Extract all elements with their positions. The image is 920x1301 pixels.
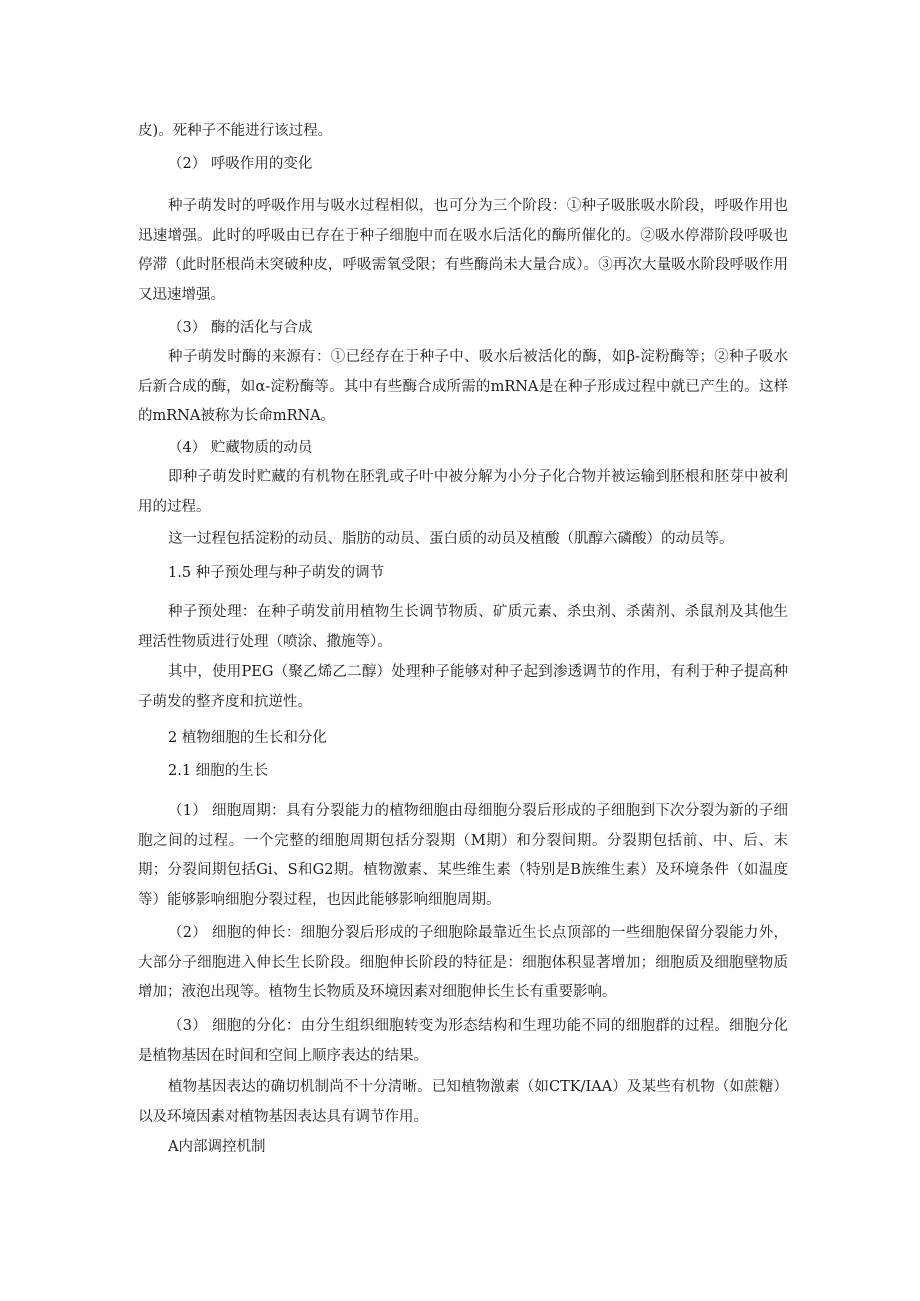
item-cell-cycle: （1） 细胞周期：具有分裂能力的植物细胞由母细胞分裂后形成的子细胞到下次分裂为新的子细胞之间的过程。一个完整的细胞周期包括分裂期（M期）和分裂间期。分裂期包括前、中、后、末期；分裂间期包括Gi、S和G2期。植物激素、某些维生素（特别是B族维生素）及环境条件（如温度等）能够影响细胞分裂过程，也因此能够影响细胞周期。 (138, 803, 788, 908)
paragraph-mobilization-2: 这一过程包括淀粉的动员、脂肪的动员、蛋白质的动员及植酸（肌醇六磷酸）的动员等。 (168, 531, 734, 547)
chapter-heading: 2 植物细胞的生长和分化 (168, 730, 327, 746)
item-cell-differentiation: （3） 细胞的分化：由分生组织细胞转变为形态结构和生理功能不同的细胞群的过程。细胞分化是植物基因在时间和空间上顺序表达的结果。 (138, 1018, 788, 1064)
heading-internal-regulation: A内部调控机制 (168, 1139, 266, 1155)
paragraph-enzymes: 种子萌发时酶的来源有：①已经存在于种子中、吸水后被活化的酶，如β-淀粉酶等；②种子吸水后新合成的酶，如α-淀粉酶等。其中有些酶合成所需的mRNA是在种子形成过程中就已产生的。这样的mRNA被称为长命mRNA。 (138, 349, 788, 424)
item-cell-elongation: （2） 细胞的伸长：细胞分裂后形成的子细胞除最靠近生长点顶部的一些细胞保留分裂能力外，大部分子细胞进入伸长生长阶段。细胞伸长阶段的特征是：细胞体积显著增加；细胞质及细胞壁物质增加；液泡出现等。植物生长物质及环境因素对细胞伸长生长有重要影响。 (138, 925, 788, 1000)
section-heading-enzymes: （3） 酶的活化与合成 (168, 320, 313, 336)
section-heading-pretreatment: 1.5 种子预处理与种子萌发的调节 (168, 565, 385, 581)
continuation-text: 皮)。死种子不能进行该过程。 (138, 123, 333, 139)
paragraph-pretreatment-2: 其中，使用PEG（聚乙烯乙二醇）处理种子能够对种子起到渗透调节的作用，有利于种子提高种子萌发的整齐度和抗逆性。 (138, 664, 788, 710)
sub-heading-cell-growth: 2.1 细胞的生长 (168, 763, 269, 779)
section-heading-respiration: （2） 呼吸作用的变化 (168, 156, 313, 172)
section-heading-mobilization: （4） 贮藏物质的动员 (168, 440, 313, 456)
paragraph-pretreatment-1: 种子预处理：在种子萌发前用植物生长调节物质、矿质元素、杀虫剂、杀菌剂、杀鼠剂及其他生理活性物质进行处理（喷涂、撒施等）。 (138, 604, 788, 650)
paragraph-respiration: 种子萌发时的呼吸作用与吸水过程相似，也可分为三个阶段：①种子吸胀吸水阶段，呼吸作用也迅速增强。此时的呼吸由已存在于种子细胞中而在吸水后活化的酶所催化的。②吸水停滞阶段呼吸也停滞（此时胚根尚未突破种皮，呼吸需氧受限；有些酶尚未大量合成）。③再次大量吸水阶段呼吸作用又迅速增强。 (138, 198, 788, 303)
paragraph-gene-expression: 植物基因表达的确切机制尚不十分清晰。已知植物激素（如CTK/IAA）及某些有机物（如蔗糖）以及环境因素对植物基因表达具有调节作用。 (138, 1079, 788, 1125)
paragraph-mobilization-1: 即种子萌发时贮藏的有机物在胚乳或子叶中被分解为小分子化合物并被运输到胚根和胚芽中被利用的过程。 (138, 469, 788, 515)
